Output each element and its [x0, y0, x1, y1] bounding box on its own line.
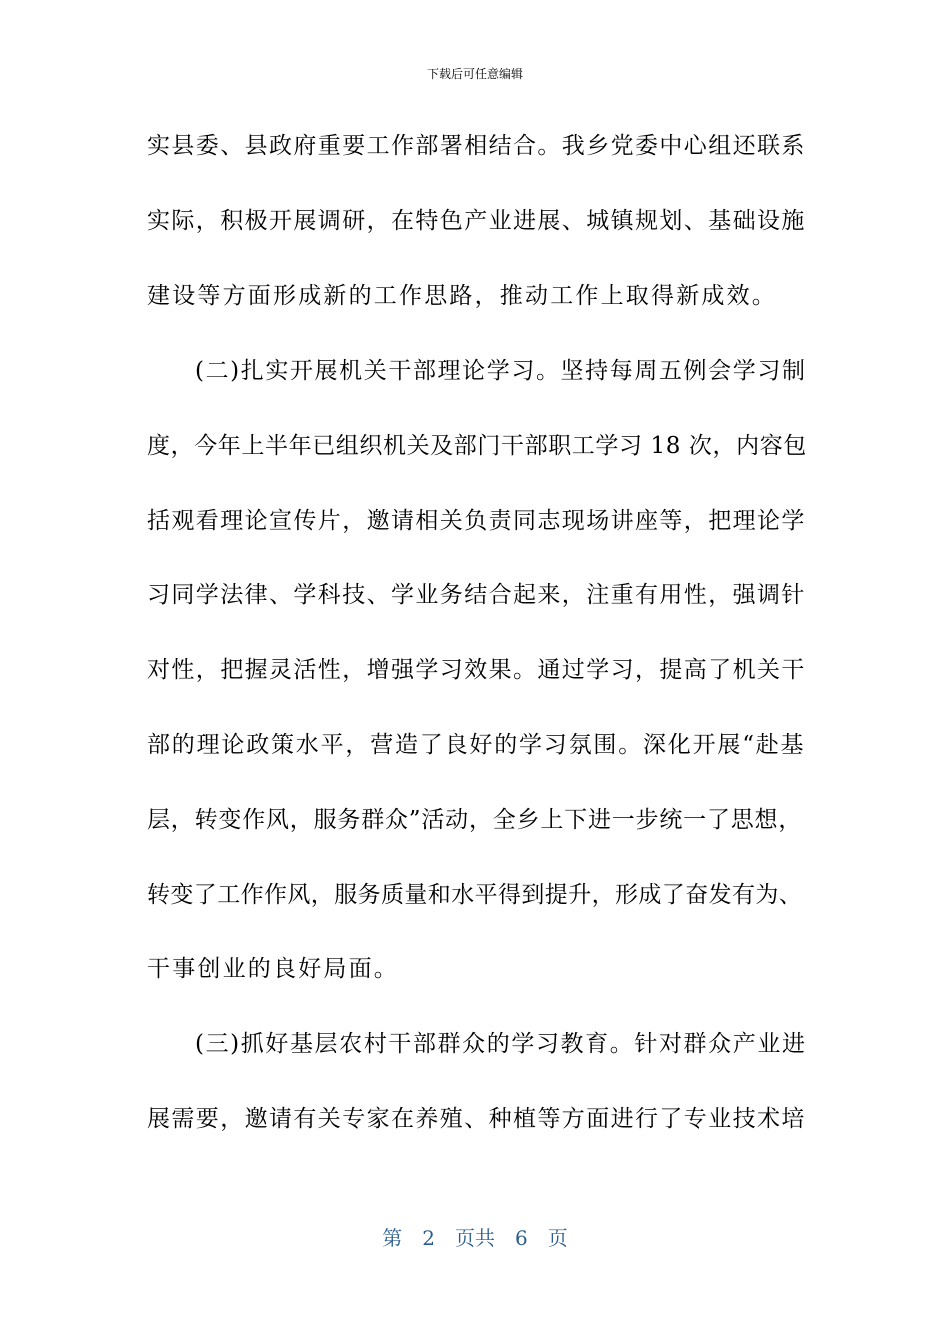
text-line: 实际，积极开展调研，在特色产业进展、城镇规划、基础设施	[147, 208, 806, 234]
text-line: 实县委、县政府重要工作部署相结合。我乡党委中心组还联系	[147, 133, 806, 159]
footer-prefix: 第	[382, 1226, 403, 1250]
text-line: 对性，把握灵活性，增强学习效果。通过学习，提高了机关干	[147, 657, 806, 683]
text-line: 部的理论政策水平，营造了良好的学习氛围。深化开展“赴基	[147, 732, 806, 758]
footer-middle: 页共	[455, 1226, 495, 1250]
current-page-number: 2	[422, 1226, 435, 1250]
page-number-footer	[0, 1224, 950, 1252]
text-line: 习同学法律、学科技、学业务结合起来，注重有用性，强调针	[147, 582, 806, 608]
text-line: (三)抓好基层农村干部群众的学习教育。针对群众产业进	[195, 1031, 807, 1057]
text-line: 转变了工作作风，服务质量和水平得到提升，形成了奋发有为、	[147, 882, 803, 908]
text-line: 干事创业的良好局面。	[147, 956, 399, 982]
text-line: 括观看理论宣传片，邀请相关负责同志现场讲座等，把理论学	[147, 508, 806, 534]
text-line: 层，转变作风，服务群众”活动，全乡上下进一步统一了思想，	[147, 807, 803, 833]
footer-suffix: 页	[547, 1226, 568, 1250]
total-page-number: 6	[515, 1226, 528, 1250]
page-header: 下载后可任意编辑	[426, 67, 523, 81]
text-line: 展需要，邀请有关专家在养殖、种植等方面进行了专业技术培	[147, 1106, 806, 1132]
text-line: 度，今年上半年已组织机关及部门干部职工学习 18 次，内容包	[147, 433, 807, 459]
text-line: 建设等方面形成新的工作思路，推动工作上取得新成效。	[147, 283, 777, 309]
text-line: (二)扎实开展机关干部理论学习。坚持每周五例会学习制	[195, 358, 807, 384]
